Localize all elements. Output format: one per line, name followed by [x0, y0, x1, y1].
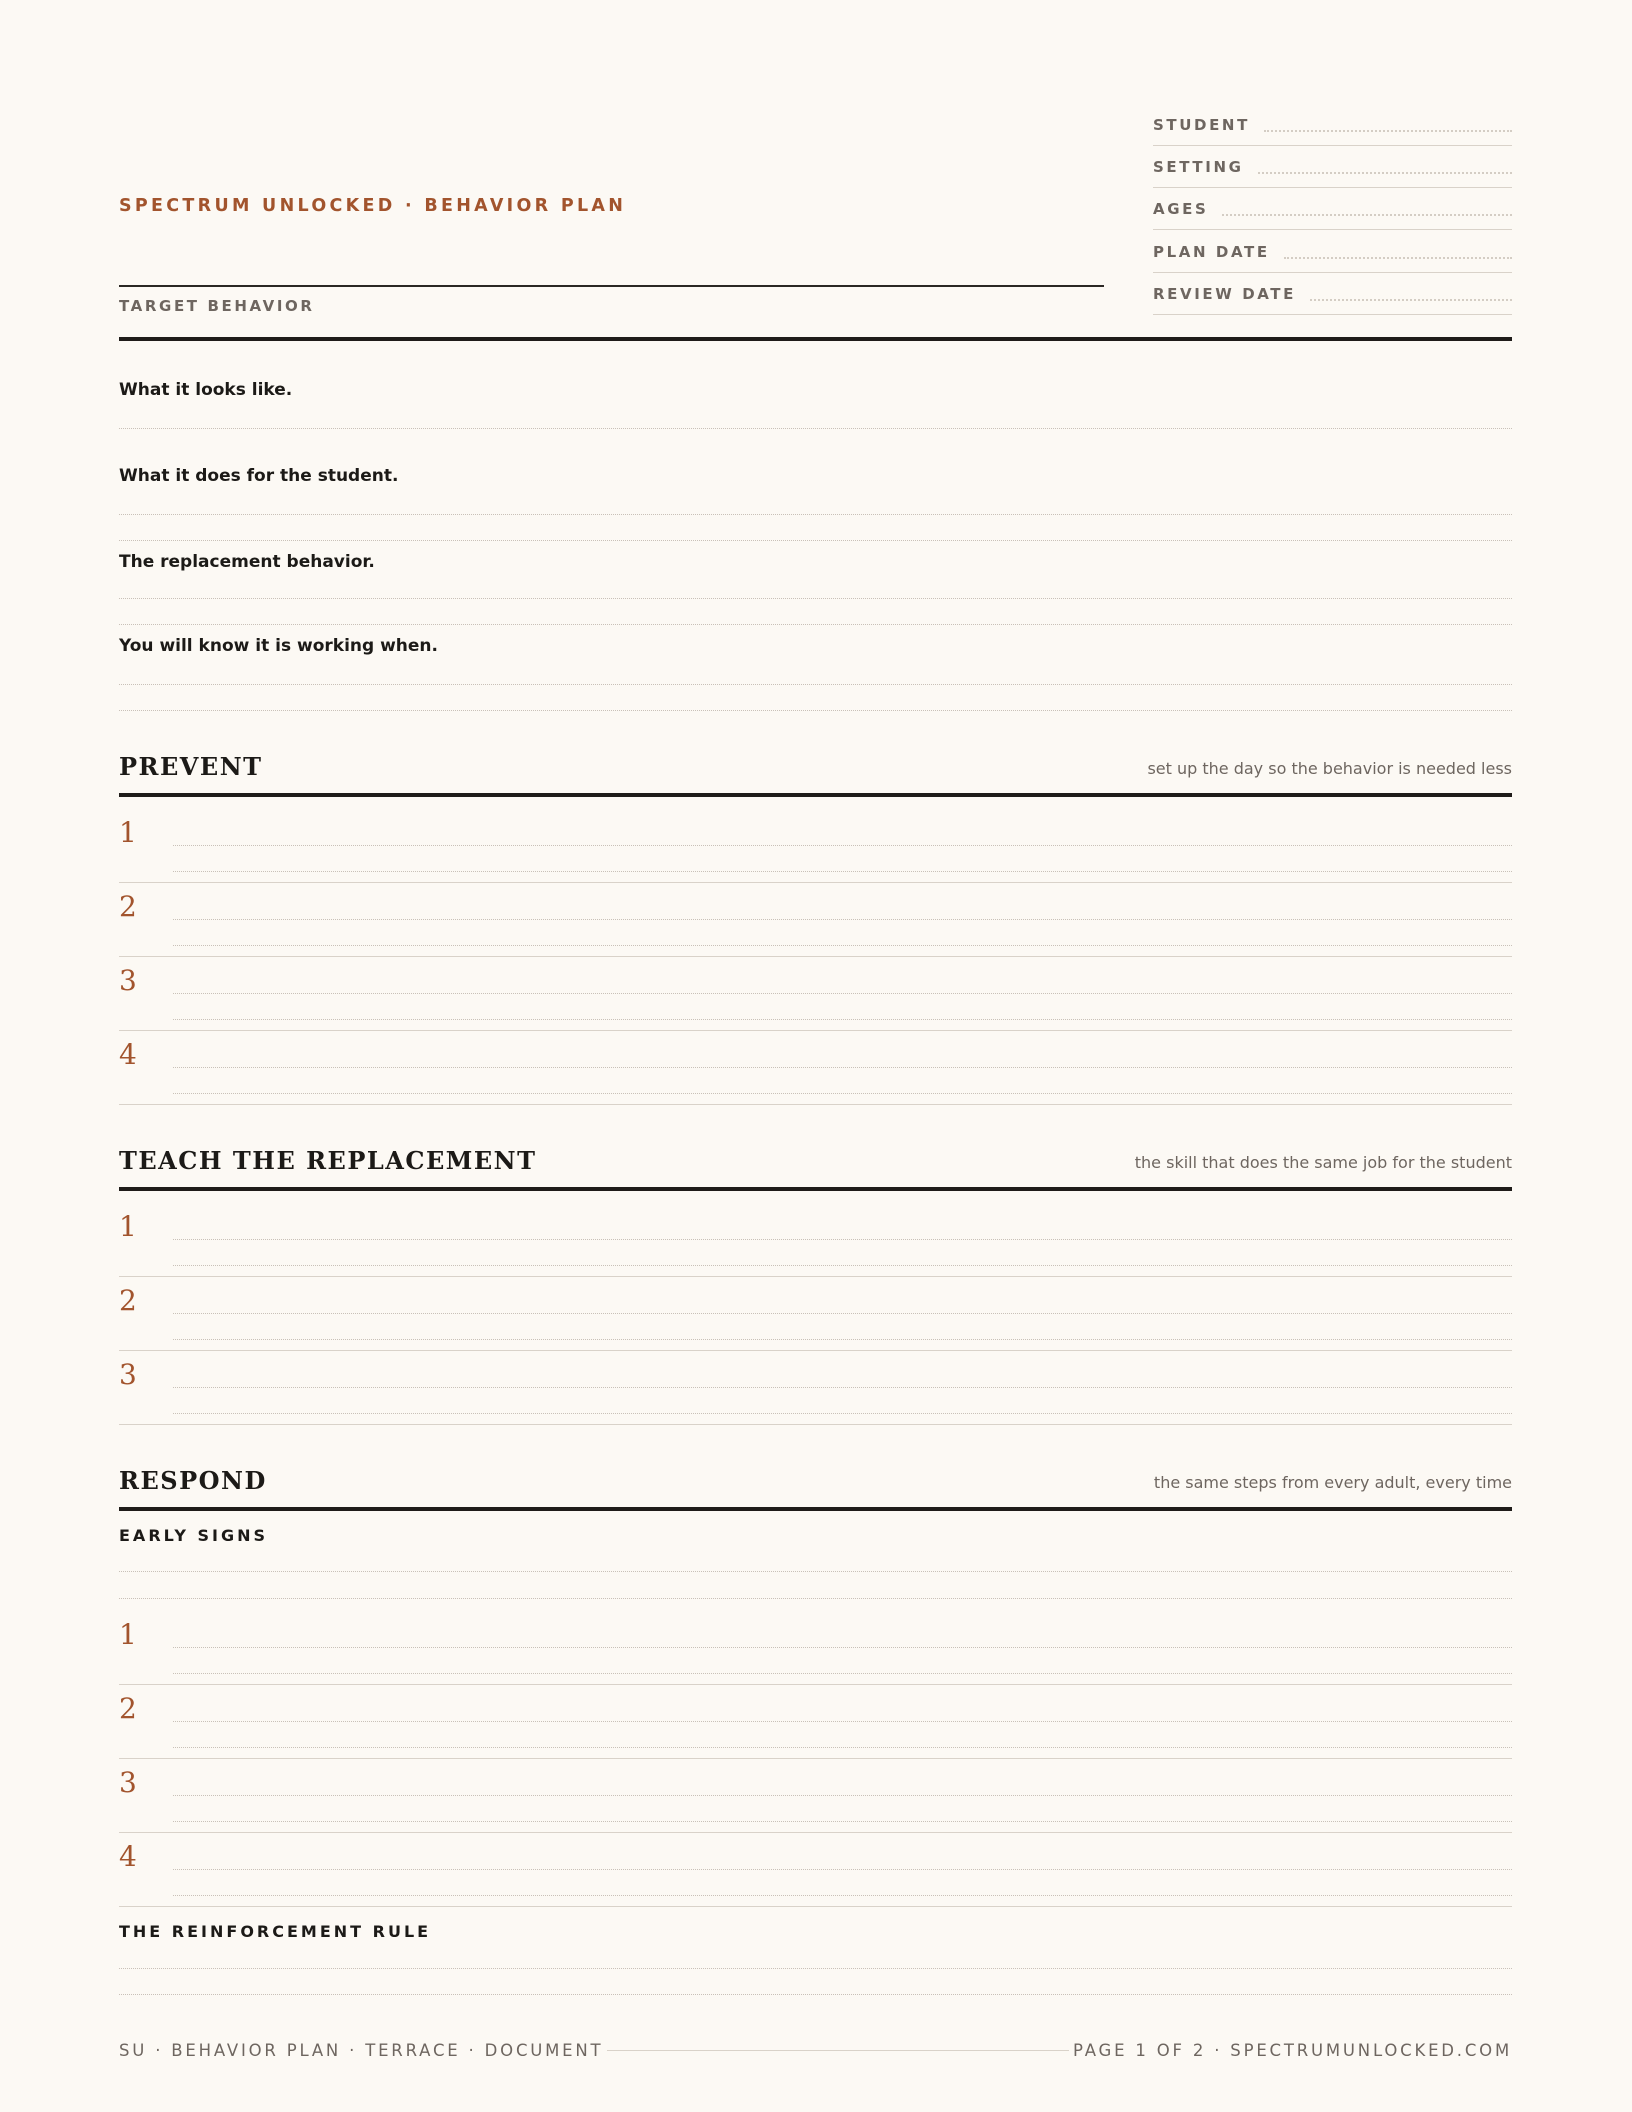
prevent-line[interactable]	[173, 1019, 1512, 1020]
ages-label: AGES	[1153, 200, 1209, 218]
target-behavior-label: TARGET BEHAVIOR	[119, 297, 315, 315]
target-behavior-rule	[119, 285, 1104, 287]
answer-line[interactable]	[119, 598, 1512, 599]
prevent-number: 2	[119, 890, 137, 923]
student-field[interactable]	[1153, 104, 1512, 146]
early-signs-label: EARLY SIGNS	[119, 1526, 269, 1545]
row-divider	[119, 956, 1512, 957]
respond-number: 2	[119, 1692, 137, 1725]
question-looks-like: What it looks like.	[119, 380, 293, 400]
respond-line[interactable]	[173, 1747, 1512, 1748]
plan-date-label: PLAN DATE	[1153, 243, 1270, 261]
row-divider	[119, 1424, 1512, 1425]
prevent-line[interactable]	[173, 919, 1512, 920]
ages-value[interactable]	[1222, 214, 1512, 216]
prevent-line[interactable]	[173, 945, 1512, 946]
respond-subtitle: the same steps from every adult, every time	[1153, 1473, 1512, 1492]
plan-date-field[interactable]	[1153, 231, 1512, 273]
respond-line[interactable]	[173, 1647, 1512, 1648]
setting-field[interactable]	[1153, 146, 1512, 188]
plan-date-value[interactable]	[1284, 257, 1512, 259]
reinforcement-line[interactable]	[119, 1994, 1512, 1995]
respond-line[interactable]	[173, 1795, 1512, 1796]
teach-number: 2	[119, 1284, 137, 1317]
respond-line[interactable]	[173, 1673, 1512, 1674]
teach-line[interactable]	[173, 1265, 1512, 1266]
respond-number: 1	[119, 1618, 137, 1651]
prevent-line[interactable]	[173, 1067, 1512, 1068]
question-working-when: You will know it is working when.	[119, 636, 438, 656]
respond-title: RESPOND	[119, 1466, 267, 1495]
answer-line[interactable]	[119, 684, 1512, 685]
footer-left: SU · BEHAVIOR PLAN · TERRACE · DOCUMENT	[119, 2041, 604, 2060]
teach-number: 1	[119, 1210, 137, 1243]
student-value[interactable]	[1264, 130, 1512, 132]
respond-line[interactable]	[173, 1869, 1512, 1870]
row-divider	[119, 1350, 1512, 1351]
question-function: What it does for the student.	[119, 466, 399, 486]
early-signs-line[interactable]	[119, 1571, 1512, 1572]
setting-label: SETTING	[1153, 158, 1244, 176]
row-divider	[119, 882, 1512, 883]
footer-right: PAGE 1 OF 2 · SPECTRUMUNLOCKED.COM	[1073, 2041, 1512, 2060]
reinforcement-rule-label: THE REINFORCEMENT RULE	[119, 1922, 432, 1941]
reinforcement-line[interactable]	[119, 1968, 1512, 1969]
answer-line[interactable]	[119, 514, 1512, 515]
row-divider	[119, 1276, 1512, 1277]
teach-number: 3	[119, 1358, 137, 1391]
row-divider	[119, 1906, 1512, 1907]
teach-line[interactable]	[173, 1387, 1512, 1388]
review-date-label: REVIEW DATE	[1153, 285, 1296, 303]
teach-divider	[119, 1187, 1512, 1191]
early-signs-line[interactable]	[119, 1598, 1512, 1599]
ages-field[interactable]	[1153, 188, 1512, 230]
answer-line[interactable]	[119, 710, 1512, 711]
prevent-subtitle: set up the day so the behavior is needed less	[1147, 759, 1512, 778]
review-date-value[interactable]	[1310, 299, 1512, 301]
setting-value[interactable]	[1258, 172, 1512, 174]
teach-subtitle: the skill that does the same job for the student	[1134, 1153, 1512, 1172]
teach-line[interactable]	[173, 1313, 1512, 1314]
prevent-line[interactable]	[173, 845, 1512, 846]
respond-line[interactable]	[173, 1821, 1512, 1822]
respond-divider	[119, 1507, 1512, 1511]
row-divider	[119, 1758, 1512, 1759]
respond-number: 4	[119, 1840, 137, 1873]
question-replacement: The replacement behavior.	[119, 552, 375, 572]
row-divider	[119, 1684, 1512, 1685]
prevent-title: PREVENT	[119, 752, 263, 781]
respond-line[interactable]	[173, 1895, 1512, 1896]
teach-line[interactable]	[173, 1413, 1512, 1414]
student-label: STUDENT	[1153, 116, 1250, 134]
prevent-line[interactable]	[173, 993, 1512, 994]
prevent-divider	[119, 793, 1512, 797]
prevent-number: 1	[119, 816, 137, 849]
row-divider	[119, 1104, 1512, 1105]
review-date-field[interactable]	[1153, 273, 1512, 315]
row-divider	[119, 1030, 1512, 1031]
respond-line[interactable]	[173, 1721, 1512, 1722]
footer-rule	[607, 2050, 1069, 2051]
teach-title: TEACH THE REPLACEMENT	[119, 1146, 537, 1175]
respond-number: 3	[119, 1766, 137, 1799]
prevent-number: 3	[119, 964, 137, 997]
answer-line[interactable]	[119, 428, 1512, 429]
header-divider	[119, 337, 1512, 341]
brand-title: SPECTRUM UNLOCKED · BEHAVIOR PLAN	[119, 196, 627, 216]
prevent-number: 4	[119, 1038, 137, 1071]
teach-line[interactable]	[173, 1239, 1512, 1240]
answer-line[interactable]	[119, 624, 1512, 625]
prevent-line[interactable]	[173, 871, 1512, 872]
row-divider	[119, 1832, 1512, 1833]
prevent-line[interactable]	[173, 1093, 1512, 1094]
teach-line[interactable]	[173, 1339, 1512, 1340]
answer-line[interactable]	[119, 540, 1512, 541]
